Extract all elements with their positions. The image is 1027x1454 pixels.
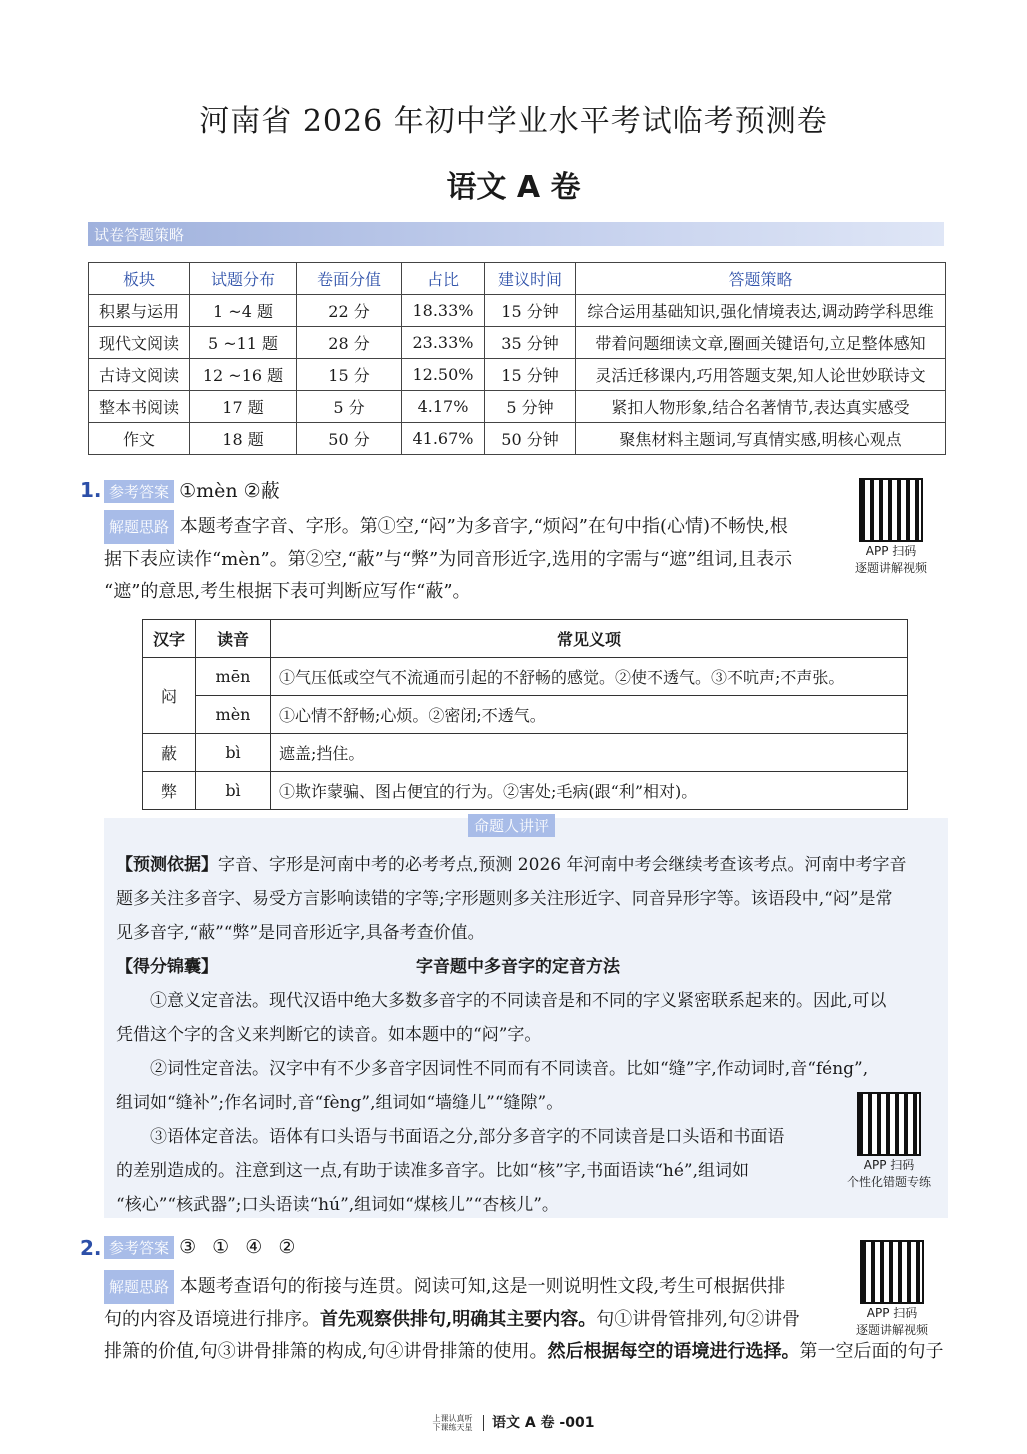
table-row bbox=[89, 359, 946, 391]
page-title: 河南省 2026 年初中学业水平考试临考预测卷 bbox=[199, 104, 828, 139]
table-cell: 41.67% bbox=[402, 423, 485, 455]
footer-logo-line: 下课练天星 bbox=[432, 1423, 473, 1432]
table-cell: 紧扣人物形象,结合名著情节,表达真实感受 bbox=[576, 391, 946, 423]
table-cell: 现代文阅读 bbox=[89, 327, 190, 359]
table-cell: 积累与运用 bbox=[89, 295, 190, 327]
qr-caption: APP 扫码 bbox=[863, 1158, 915, 1172]
page-footer bbox=[0, 1412, 1027, 1432]
table-cell: ①心情不舒畅;心烦。②密闭;不透气。 bbox=[271, 696, 908, 734]
method-line: 的差别造成的。注意到这一点,有助于读准多音字。比如“核”字,书面语读“hé”,组词如 bbox=[116, 1161, 749, 1181]
tips-label: 【得分锦囊】 bbox=[116, 957, 218, 977]
table-row bbox=[143, 734, 908, 772]
table-header-cell: 常见义项 bbox=[271, 620, 908, 658]
tips-title: 字音题中多音字的定音方法 bbox=[416, 957, 620, 977]
table-cell: 35 分钟 bbox=[485, 327, 576, 359]
q2-analysis-line: 本题考查语句的衔接与连贯。阅读可知,这是一则说明性文段,考生可根据供排 bbox=[179, 1276, 786, 1297]
table-cell: bì bbox=[196, 772, 271, 810]
table-cell: 50 分 bbox=[297, 423, 402, 455]
table-cell: 17 题 bbox=[190, 391, 297, 423]
qr-caption: APP 扫码 bbox=[865, 544, 917, 558]
table-cell: bì bbox=[196, 734, 271, 772]
basis-line: 见多音字,“蔽”“弊”是同音形近字,具备考查价值。 bbox=[116, 923, 485, 943]
q2-answer: ③ ① ④ ② bbox=[179, 1236, 296, 1258]
q1-analysis-line: “遮”的意思,考生根据下表可判断应写作“蔽”。 bbox=[104, 581, 471, 602]
character-table bbox=[142, 619, 908, 810]
table-header-row bbox=[143, 620, 908, 658]
page-subtitle: 语文 A 卷 bbox=[446, 170, 581, 205]
analysis-tag: 解题思路 bbox=[104, 1270, 174, 1304]
method-line: ②词性定音法。汉字中有不少多音字因词性不同而有不同读音。比如“缝”字,作动词时,音“féng”, bbox=[150, 1059, 869, 1079]
table-cell: 弊 bbox=[143, 772, 196, 810]
commentary-tag: 命题人讲评 bbox=[468, 814, 555, 837]
q1-answer: ①mèn ②蔽 bbox=[179, 480, 280, 502]
table-header-cell: 答题策略 bbox=[576, 263, 946, 295]
qr-code-icon[interactable] bbox=[859, 478, 923, 542]
table-cell: 闷 bbox=[143, 658, 196, 734]
table-row bbox=[143, 658, 908, 696]
table-cell: 5 分 bbox=[297, 391, 402, 423]
table-header-cell: 读音 bbox=[196, 620, 271, 658]
analysis-tag: 解题思路 bbox=[104, 510, 174, 544]
table-cell: 23.33% bbox=[402, 327, 485, 359]
question-1-number: 1. bbox=[80, 478, 102, 502]
strategy-table bbox=[88, 262, 946, 455]
q2-analysis-line: 排箫的价值,句③讲骨排箫的构成,句④讲骨排箫的使用。 bbox=[104, 1341, 548, 1362]
method-line: 组词如“缝补”;作名词时,音“fèng”,组词如“墙缝儿”“缝隙”。 bbox=[116, 1093, 564, 1113]
q1-analysis bbox=[104, 510, 824, 608]
footer-logo bbox=[433, 1414, 473, 1432]
q2-analysis-line: 句①讲骨管排列,句②讲骨 bbox=[596, 1309, 800, 1330]
strategy-bar bbox=[88, 222, 944, 246]
table-header-cell: 占比 bbox=[402, 263, 485, 295]
qr-caption: 逐题讲解视频 bbox=[854, 561, 927, 575]
table-cell: 5 分钟 bbox=[485, 391, 576, 423]
basis-line: 字音、字形是河南中考的必考考点,预测 2026 年河南中考会继续考查该考点。河南中考字音 bbox=[218, 855, 907, 875]
table-cell: 15 分钟 bbox=[485, 295, 576, 327]
table-header-cell: 建议时间 bbox=[485, 263, 576, 295]
method-line: 凭借这个字的含义来判断它的读音。如本题中的“闷”字。 bbox=[116, 1025, 542, 1045]
method-line: ③语体定音法。语体有口头语与书面语之分,部分多音字的不同读音是口头语和书面语 bbox=[150, 1127, 785, 1147]
table-cell: 15 分 bbox=[297, 359, 402, 391]
table-header-row bbox=[89, 263, 946, 295]
table-cell: 灵活迁移课内,巧用答题支架,知人论世妙联诗文 bbox=[576, 359, 946, 391]
method-line: “核心”“核武器”;口头语读“hú”,组词如“煤核儿”“杏核儿”。 bbox=[116, 1195, 559, 1215]
table-header-cell: 汉字 bbox=[143, 620, 196, 658]
footer-logo-line: 上课认真听 bbox=[432, 1414, 473, 1423]
q1-analysis-line: 本题考查字音、字形。第①空,“闷”为多音字,“烦闷”在句中指(心情)不畅快,根 bbox=[179, 516, 788, 537]
qr-caption: APP 扫码 bbox=[866, 1306, 918, 1320]
table-cell: 12 ~16 题 bbox=[190, 359, 297, 391]
table-row bbox=[143, 696, 908, 734]
table-cell: ①欺诈蒙骗、图占便宜的行为。②害处;毛病(跟“利”相对)。 bbox=[271, 772, 908, 810]
table-cell: 遮盖;挡住。 bbox=[271, 734, 908, 772]
table-header-cell: 试题分布 bbox=[190, 263, 297, 295]
table-header-cell: 板块 bbox=[89, 263, 190, 295]
table-row bbox=[89, 327, 946, 359]
method-line: ①意义定音法。现代汉语中绝大多数多音字的不同读音是和不同的字义紧密联系起来的。因此,可以 bbox=[150, 991, 887, 1011]
table-cell: mèn bbox=[196, 696, 271, 734]
table-cell: 15 分钟 bbox=[485, 359, 576, 391]
table-cell: 18 题 bbox=[190, 423, 297, 455]
table-header-cell: 卷面分值 bbox=[297, 263, 402, 295]
table-cell: 50 分钟 bbox=[485, 423, 576, 455]
answer-tag: 参考答案 bbox=[104, 480, 174, 503]
question-2-number: 2. bbox=[80, 1236, 102, 1260]
qr-caption: 逐题讲解视频 bbox=[855, 1323, 928, 1337]
comment-qr-block bbox=[836, 1092, 942, 1190]
q1-answer-line bbox=[104, 476, 280, 503]
q2-qr-block bbox=[846, 1240, 938, 1338]
strategy-bar-label: 试卷答题策略 bbox=[94, 226, 185, 244]
q1-qr-block bbox=[850, 478, 932, 576]
table-cell: 4.17% bbox=[402, 391, 485, 423]
table-row bbox=[89, 295, 946, 327]
q2-analysis-line: 第一空后面的句子 bbox=[799, 1341, 944, 1362]
table-cell: mēn bbox=[196, 658, 271, 696]
q2-analysis-bold: 然后根据每空的语境进行选择。 bbox=[547, 1341, 800, 1362]
table-cell: 22 分 bbox=[297, 295, 402, 327]
answer-tag: 参考答案 bbox=[104, 1236, 174, 1259]
table-cell: 18.33% bbox=[402, 295, 485, 327]
table-cell: 古诗文阅读 bbox=[89, 359, 190, 391]
qr-code-icon[interactable] bbox=[857, 1092, 921, 1156]
basis-line: 题多关注多音字、易受方言影响读错的字等;字形题则多关注形近字、同音异形字等。该语段中,“闷”是常 bbox=[116, 889, 893, 909]
table-cell: 综合运用基础知识,强化情境表达,调动跨学科思维 bbox=[576, 295, 946, 327]
table-cell: 带着问题细读文章,圈画关键语句,立足整体感知 bbox=[576, 327, 946, 359]
table-cell: 蔽 bbox=[143, 734, 196, 772]
page-number: 语文 A 卷 -001 bbox=[483, 1415, 595, 1431]
table-row bbox=[89, 423, 946, 455]
table-cell: 28 分 bbox=[297, 327, 402, 359]
table-cell: 作文 bbox=[89, 423, 190, 455]
qr-caption: 个性化错题专练 bbox=[846, 1175, 931, 1189]
table-row bbox=[143, 772, 908, 810]
table-cell: 5 ~11 题 bbox=[190, 327, 297, 359]
table-cell: ①气压低或空气不流通而引起的不舒畅的感觉。②使不透气。③不吭声;不声张。 bbox=[271, 658, 908, 696]
q2-answer-line bbox=[104, 1236, 295, 1259]
q1-analysis-line: 据下表应读作“mèn”。第②空,“蔽”与“弊”为同音形近字,选用的字需与“遮”组词,且表示 bbox=[104, 549, 793, 570]
q2-analysis-bold: 首先观察供排句,明确其主要内容。 bbox=[320, 1309, 597, 1330]
table-cell: 聚焦材料主题词,写真情实感,明核心观点 bbox=[576, 423, 946, 455]
q2-analysis-line: 句的内容及语境进行排序。 bbox=[104, 1309, 320, 1330]
table-cell: 整本书阅读 bbox=[89, 391, 190, 423]
commentary-text bbox=[116, 848, 916, 1222]
basis-label: 【预测依据】 bbox=[116, 855, 218, 875]
table-cell: 12.50% bbox=[402, 359, 485, 391]
table-cell: 1 ~4 题 bbox=[190, 295, 297, 327]
qr-code-icon[interactable] bbox=[860, 1240, 924, 1304]
table-row bbox=[89, 391, 946, 423]
